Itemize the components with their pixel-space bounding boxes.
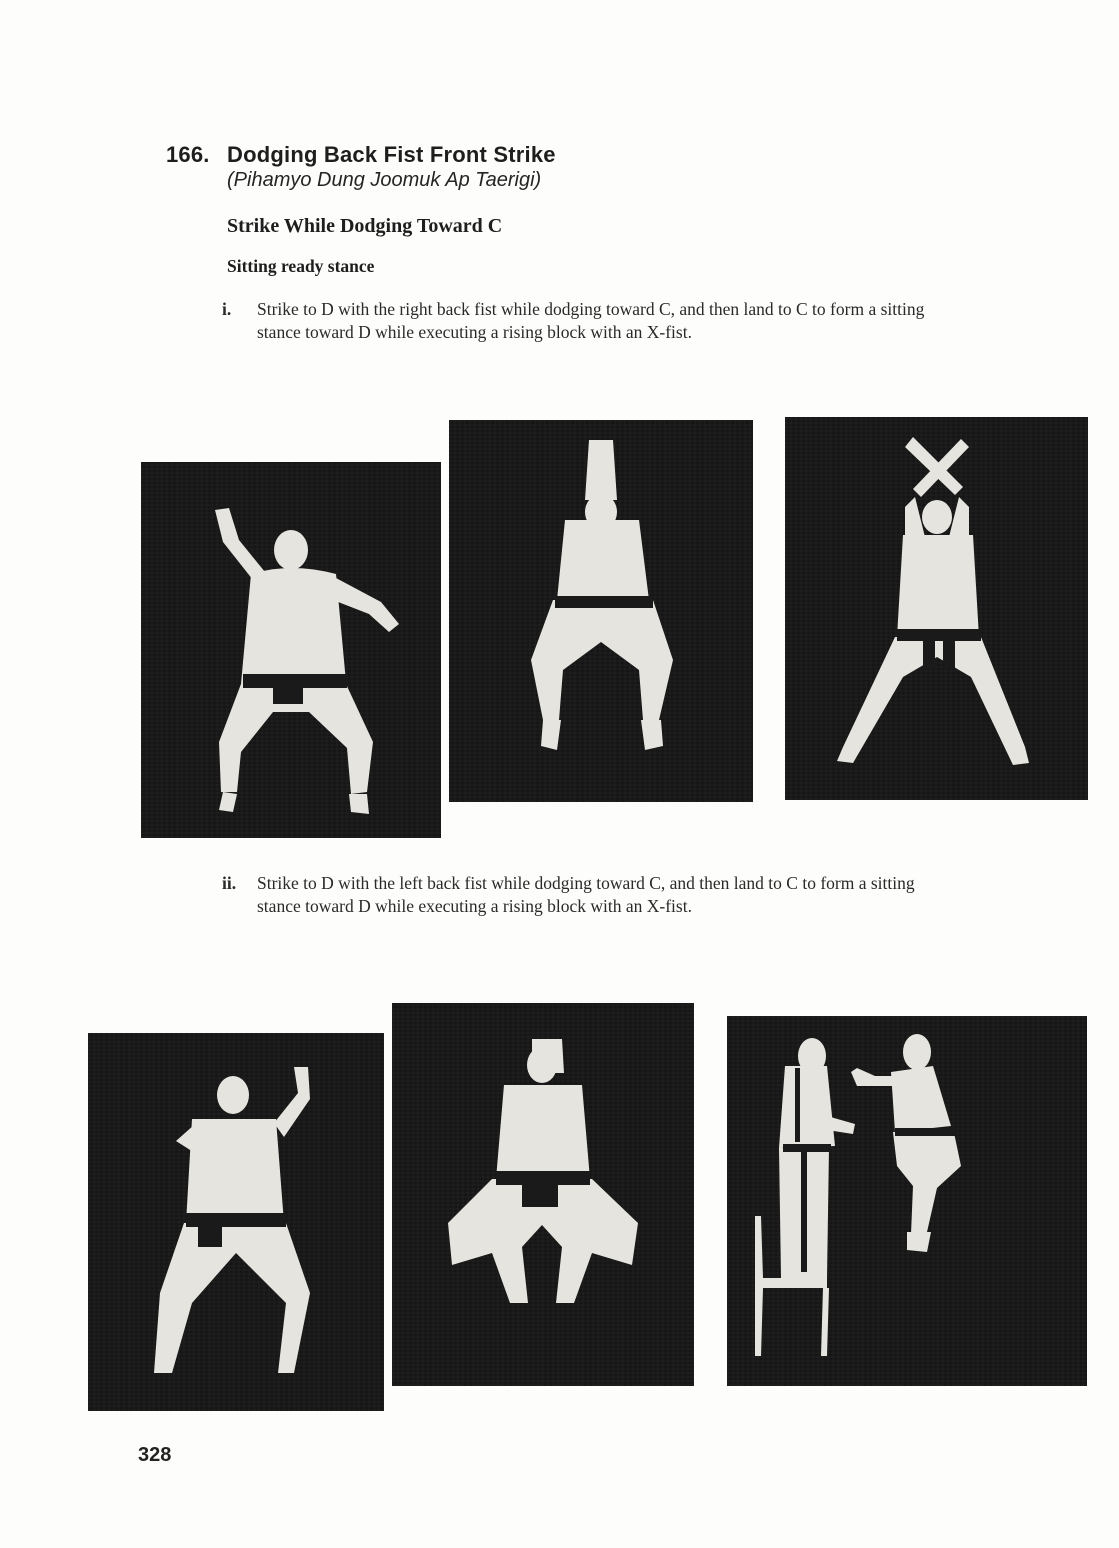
- step-text: Strike to D with the right back fist while dodging toward C, and then land to C to form a sitting stance toward D while executing a rising block with an X-fist.: [257, 299, 925, 342]
- figure-back-view-icon: [449, 420, 753, 802]
- page-number: 328: [138, 1444, 172, 1466]
- figure-jump-right-fist-icon: [141, 462, 441, 838]
- section-number: 166.: [166, 142, 210, 167]
- step-marker: ii.: [222, 873, 237, 893]
- section-subtitle: (Pihamyo Dung Joomuk Ap Taerigi): [227, 169, 542, 191]
- photo-2: [449, 420, 753, 802]
- photo-5: [392, 1003, 694, 1386]
- starting-stance: Sitting ready stance: [227, 256, 375, 276]
- photo-1: [141, 462, 441, 838]
- section-title: Dodging Back Fist Front Strike: [227, 142, 556, 167]
- photo-3: [785, 417, 1088, 800]
- step-item: [222, 872, 957, 918]
- technique-heading: Strike While Dodging Toward C: [227, 215, 503, 237]
- step-item: [222, 298, 957, 344]
- figure-tuck-jump-icon: [392, 1003, 694, 1386]
- figure-x-fist-block-icon: [785, 417, 1088, 800]
- figure-partner-chair-icon: [727, 1016, 1087, 1386]
- step-marker: i.: [222, 299, 232, 319]
- step-text: Strike to D with the left back fist while dodging toward C, and then land to C to form a sitting stance toward D while executing a rising block with an X-fist.: [257, 873, 915, 916]
- photo-6: [727, 1016, 1087, 1386]
- figure-jump-left-fist-icon: [88, 1033, 384, 1411]
- photo-4: [88, 1033, 384, 1411]
